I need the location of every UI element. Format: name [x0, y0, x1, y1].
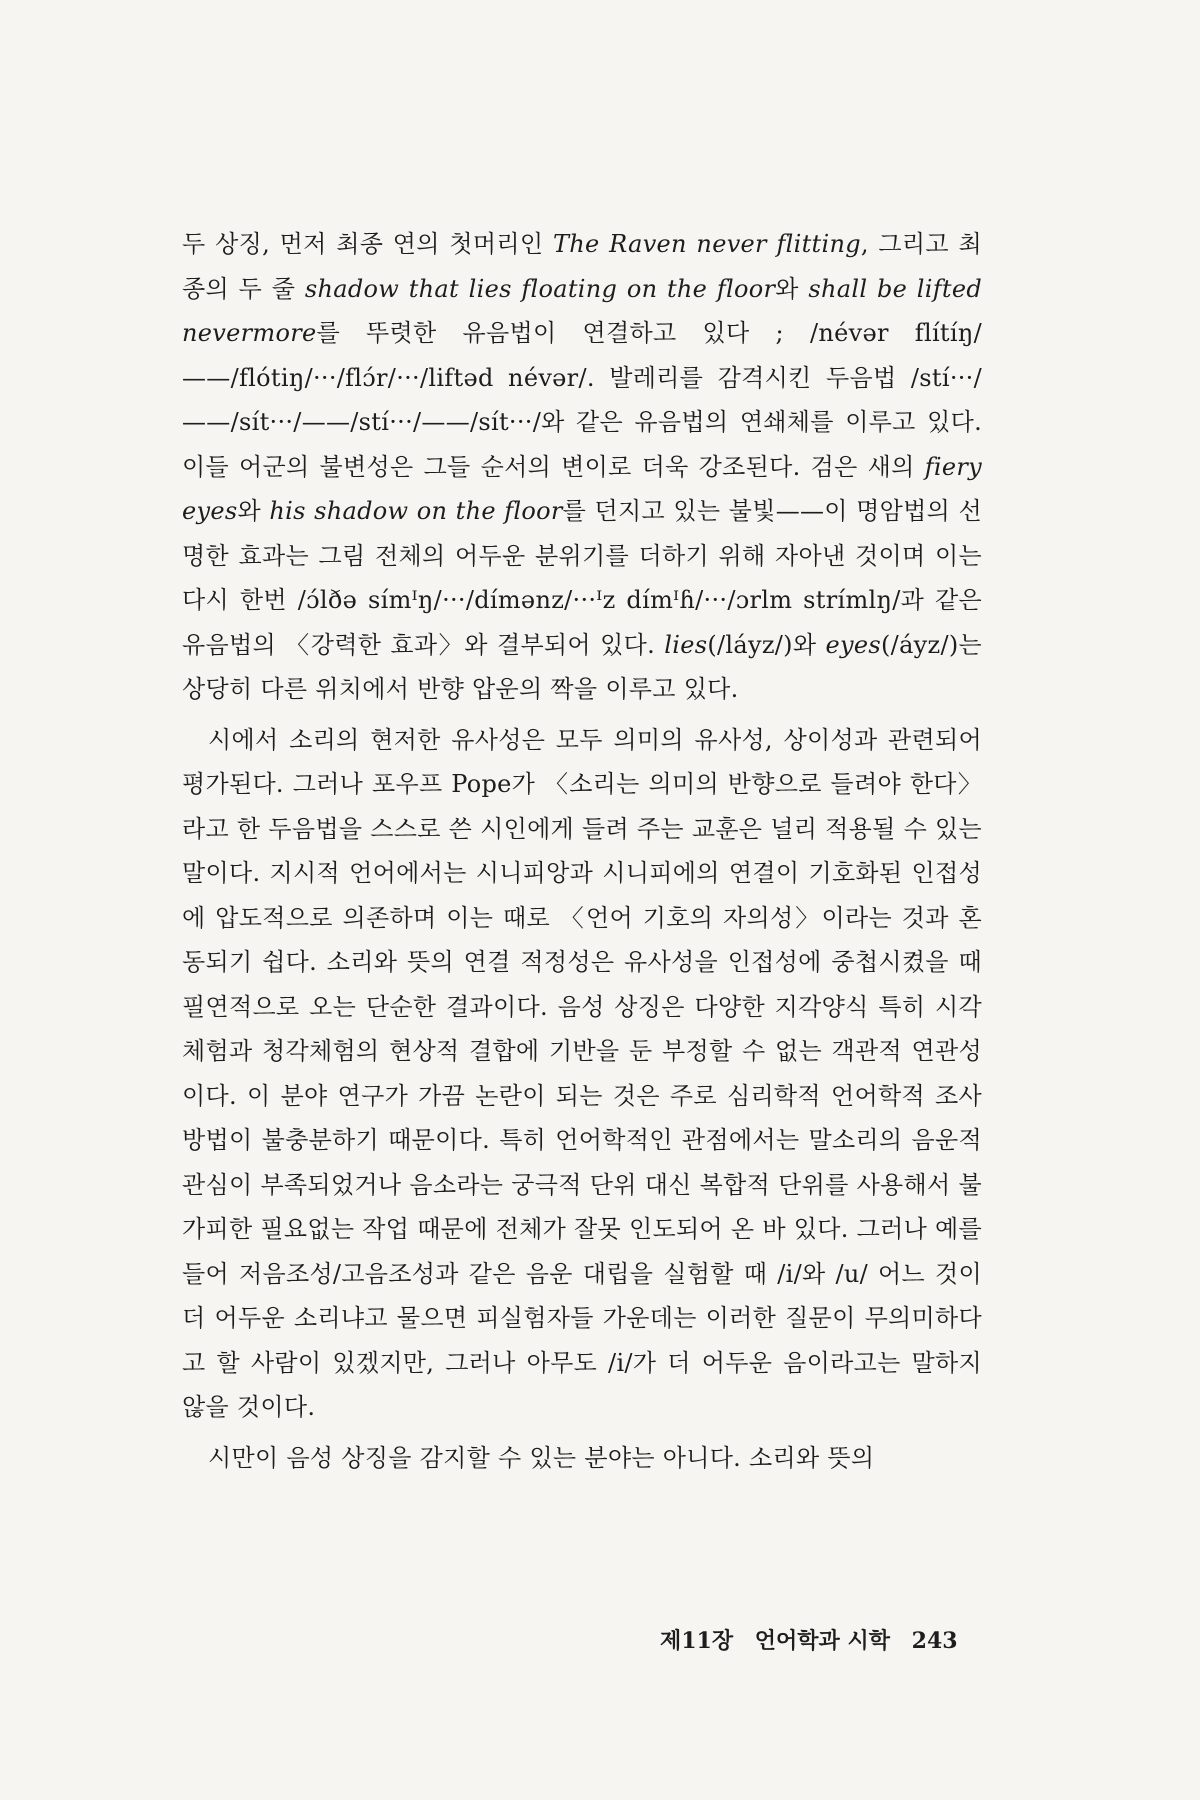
text-segment: (/áyz/)는 상당히 다른 위치에서 반향 압운의 짝을 이루고 있다.: [182, 630, 983, 703]
text-segment: , 그리고 최종의 두 줄: [182, 230, 982, 303]
italic-quote: fiery eyes: [182, 452, 982, 525]
text-segment: 와: [775, 274, 809, 303]
italic-quote: The Raven never flitting: [552, 230, 861, 258]
text-segment: 시만이 음성 상징을 감지할 수 있는 분야는 아니다. 소리와 뜻의: [208, 1443, 875, 1472]
italic-quote: his shadow on the floor: [269, 497, 563, 525]
chapter-label: 제11장: [660, 1628, 734, 1654]
italic-quote: eyes: [825, 630, 882, 659]
text-segment: 를 던지고 있는 불빛——이 명암법의 선명한 효과는 그림 전체의 어두운 분위기를 더하기 위해 자아낸 것이며 이는 다시 한번 /ɔ́lðə símᴵŋ/···/dímənz/···ᴵz dímᴵɦ/···/ɔrlm strímlŋ/과 같은 유음법의 〈강력한 효과〉와 결부되어 있다.: [182, 497, 982, 659]
paragraph: [182, 718, 982, 1430]
text-segment: 두 상징, 먼저 최종 연의 첫머리인: [182, 230, 553, 258]
body-text: [182, 222, 982, 1486]
italic-quote: shall be lifted nevermore: [182, 274, 982, 347]
text-segment: 시에서 소리의 현저한 유사성은 모두 의미의 유사성, 상이성과 관련되어 평가된다. 그러나 포우프 Pope가 〈소리는 의미의 반향으로 들려야 한다〉라고 한 두음법을 스스로 쓴 시인에게 들려 주는 교훈은 널리 적용될 수 있는 말이다. 지시적 언어에서는 시니피앙과 시니피에의 연결이 기호화된 인접성에 압도적으로 의존하며 이는 때로 〈언어 기호의 자의성〉이라는 것과 혼동되기 쉽다. 소리와 뜻의 연결 적정성은 유사성을 인접성에 중첩시켰을 때 필연적으로 오는 단순한 결과이다. 음성 상징은 다양한 지각양식 특히 시각체험과 청각체험의 현상적 결합에 기반을 둔 부정할 수 없는 객관적 연관성이다. 이 분야 연구가 가끔 논란이 되는 것은 주로 심리학적 언어학적 조사 방법이 불충분하기 때문이다. 특히 언어학적인 관점에서는 말소리의 음운적 관심이 부족되었거나 음소라는 궁극적 단위 대신 복합적 단위를 사용해서 불가피한 필요없는 작업 때문에 전체가 잘못 인도되어 온 바 있다. 그러나 예를 들어 저음조성/고음조성과 같은 음운 대립을 실험할 때 /i/와 /u/ 어느 것이 더 어두운 소리냐고 물으면 피실험자들 가운데는 이러한 질문이 무의미하다고 할 사람이 있겠지만, 그러나 아무도 /i/가 더 어두운 음이라고는 말하지 않을 것이다.: [182, 725, 982, 1421]
page-footer: [660, 1624, 980, 1655]
text-segment: 를 뚜렷한 유음법이 연결하고 있다 ; /névər flítíŋ/——/flótiŋ/···/flɔ́r/···/liftəd névər/. 발레리를 감격시킨 두음법 /stí···/——/sít···/——/stí···/——/sít···/와 같은 유음법의 연쇄체를 이루고 있다. 이들 어군의 불변성은 그들 순서의 변이로 더욱 강조된다. 검은 새의: [182, 319, 982, 481]
text-segment: 와: [237, 497, 270, 525]
text-segment: (/láyz/)와: [707, 630, 826, 659]
paragraph: [182, 222, 982, 712]
chapter-title: 언어학과 시학: [754, 1628, 890, 1654]
page-number: 243: [911, 1628, 958, 1654]
italic-quote: lies: [664, 630, 708, 659]
paragraph: [182, 1436, 982, 1481]
italic-quote: shadow that lies floating on the floor: [304, 274, 776, 303]
